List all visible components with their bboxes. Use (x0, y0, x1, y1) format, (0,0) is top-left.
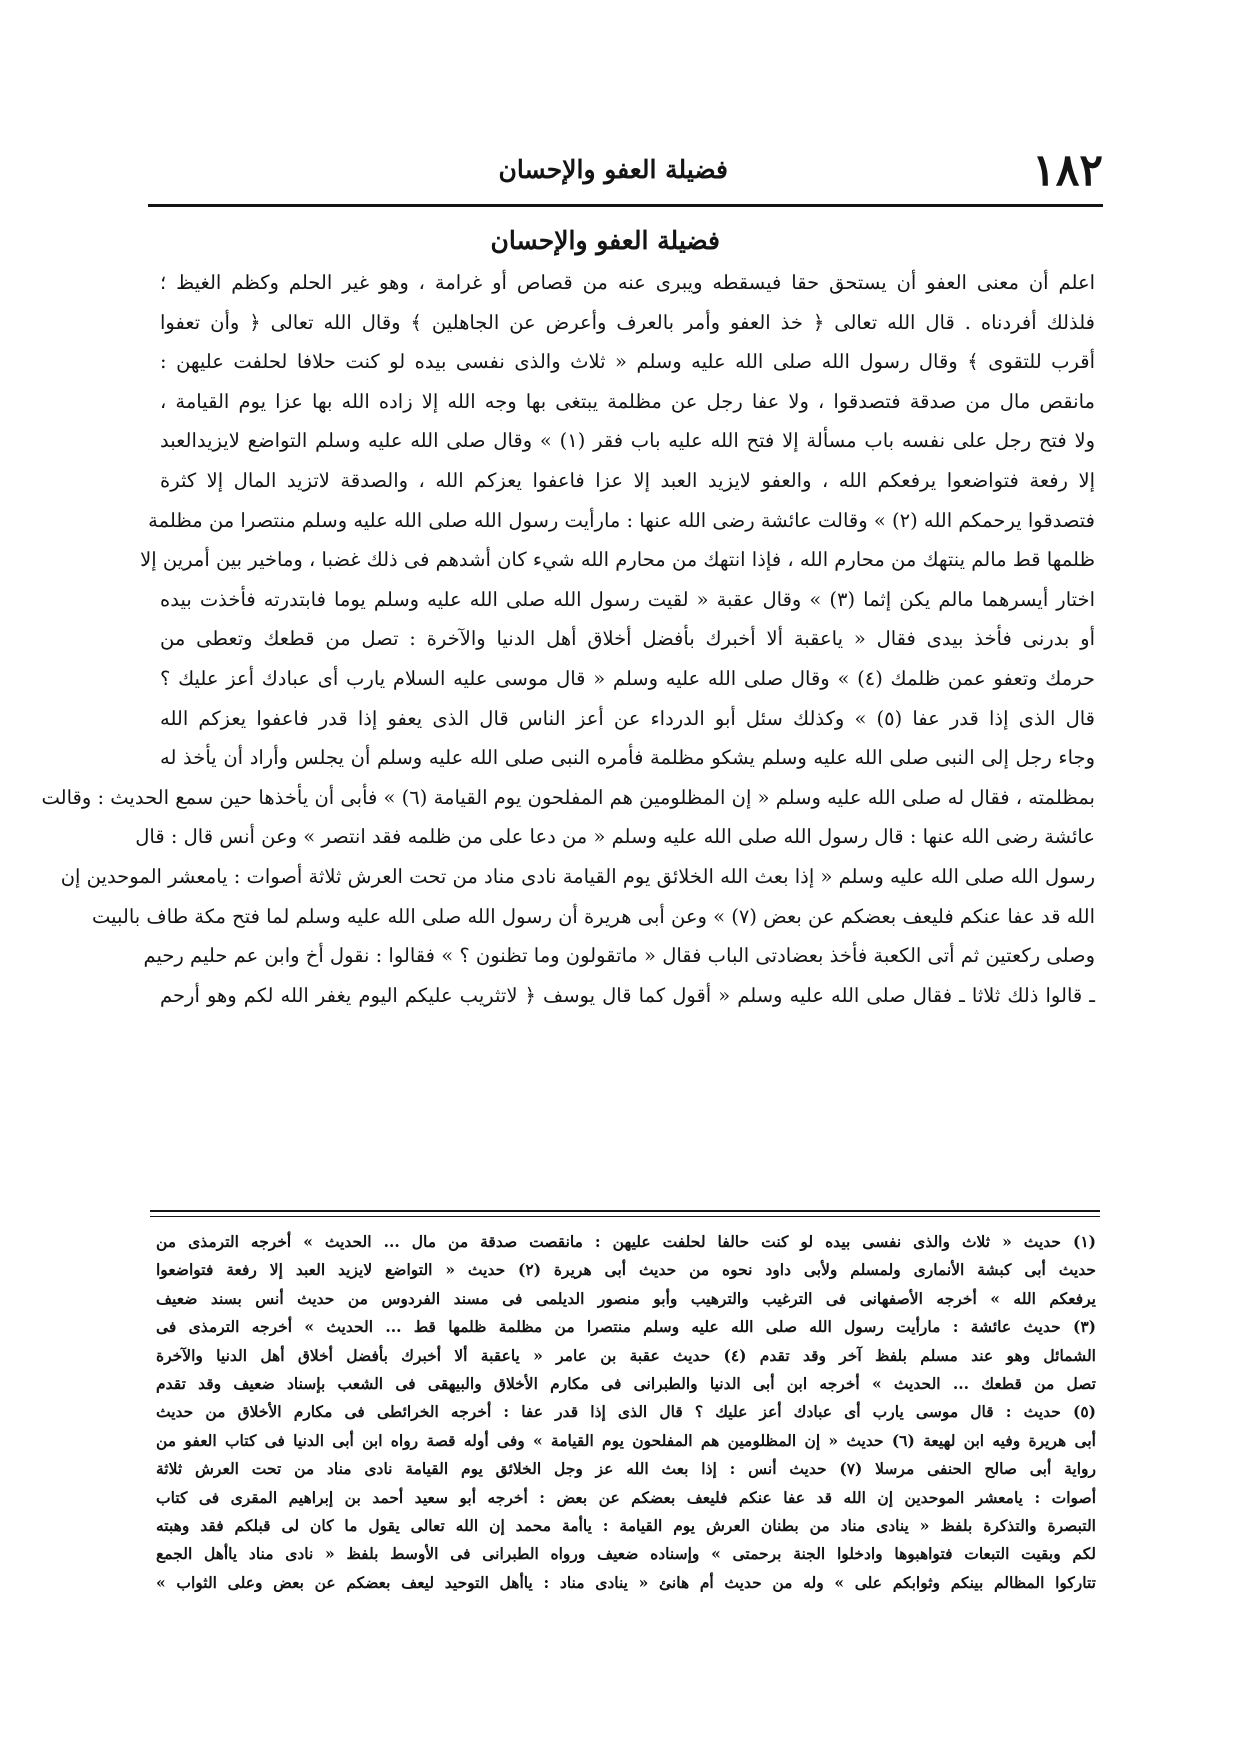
body-line: بمظلمته ، فقال له صلى الله عليه وسلم « إن المظلومين هم المفلحون يوم القيامة (٦) » فأبى أن يأخذها حين سمع الحديث : وقالت (41, 785, 1095, 809)
footnote-line: (١) حديث « ثلاث والذى نفسى بيده لو كنت حالفا لحلفت عليهن : مانقصت صدقة من مال ... الحديث » أخرجه الترمذى من (156, 1232, 1096, 1251)
body-line: ـ قالوا ذلك ثلاثا ـ فقال صلى الله عليه وسلم « أقول كما قال يوسف ﴿ لاتثريب عليكم اليوم يغفر الله لكم وهو أرحم (160, 983, 1095, 1007)
running-title: فضيلة العفو والإحسان (498, 155, 728, 184)
body-line: الله قد عفا عنكم فليعف بعضكم عن بعض (٧) » وعن أبى هريرة أن رسول الله صلى الله عليه وسلم لما فتح مكة طاف بالبيت (91, 904, 1095, 928)
body-line: أقرب للتقوى ﴾ وقال رسول الله صلى الله عليه وسلم « ثلاث والذى نفسى بيده لو كنت حلافا لحلفت عليهن : (160, 350, 1095, 374)
body-line: قال الذى إذا قدر عفا (٥) » وكذلك سئل أبو الدرداء عن أعز الناس قال الذى يعفو إذا قدر فاعفوا يعزكم الله (160, 706, 1095, 730)
footnote-line: أبى هريرة وفيه ابن لهيعة (٦) حديث « إن المظلومين هم المفلحون يوم القيامة » وفى أوله قصة رواه ابن أبى الدنيا فى كتاب العفو من (156, 1430, 1096, 1450)
body-line: ولا فتح رجل على نفسه باب مسألة إلا فتح الله عليه باب فقر (١) » وقال صلى الله عليه وسلم التواضع لايزيدالعبد (160, 429, 1095, 453)
body-line: عائشة رضى الله عنها : قال رسول الله صلى الله عليه وسلم « من دعا على من ظلمه فقد انتصر » وعن أنس قال : قال (135, 825, 1095, 849)
body-line: رسول الله صلى الله عليه وسلم « إذا بعث الله الخلائق يوم القيامة نادى مناد من تحت العرش ثلاثة أصوات : يامعشر الموحدين إن (60, 864, 1095, 888)
footnote-line: (٥) حديث : قال موسى يارب أى عبادك أعز عليك ؟ قال الذى إذا قدر عفا : أخرجه الخرائطى فى مكارم الأخلاق من حديث (156, 1402, 1096, 1422)
footnote-line: تتاركوا المظالم بينكم وثوابكم على » وله من حديث أم هانئ « ينادى مناد : ياأهل التوحيد ليعف بعضكم عن بعض وعلى الثواب » (156, 1572, 1096, 1592)
body-line: حرمك وتعفو عمن ظلمك (٤) » وقال صلى الله عليه وسلم « قال موسى عليه السلام يارب أى عبادك أعز عليك ؟ (160, 666, 1095, 690)
footnote-line: التبصرة والتذكرة بلفظ « ينادى مناد من بطنان العرش يوم القيامة : ياأمة محمد إن الله تعالى يقول ما كان لى قبلكم فقد وهبته (156, 1515, 1096, 1535)
body-line: أو بدرنى فأخذ بيدى فقال « ياعقبة ألا أخبرك بأفضل أخلاق أهل الدنيا والآخرة : تصل من قطعك وتعطى من (160, 627, 1095, 651)
footnote-line: يرفعكم الله » أخرجه الأصفهانى فى الترغيب والترهيب وأبو منصور الديلمى فى مسند الفردوس من حديث أنس بسند ضعيف (156, 1288, 1096, 1308)
body-line: ظلمها قط مالم ينتهك من محارم الله ، فإذا انتهك من محارم الله شيء كان أشدهم فى ذلك غضبا ، وماخير بين أمرين إلا (140, 548, 1095, 572)
body-line: وصلى ركعتين ثم أتى الكعبة فأخذ بعضادتى الباب فقال « ماتقولون وما تظنون ؟ » فقالوا : نقول أخ وابن عم حليم رحيم (143, 944, 1095, 968)
section-title: فضيلة العفو والإحسان (490, 226, 720, 255)
running-head (148, 142, 1103, 204)
body-line: مانقص مال من صدقة فتصدقوا ، ولا عفا رجل عن مظلمة يبتغى بها وجه الله إلا زاده الله بها عزا يوم القيامة ، (160, 389, 1095, 413)
body-line: اعلم أن معنى العفو أن يستحق حقا فيسقطه ويبرى عنه من قصاص أو غرامة ، وهو غير الحلم وكظم الغيظ ؛ (160, 271, 1095, 294)
body-line: إلا رفعة فتواضعوا يرفعكم الله ، والعفو لايزيد العبد إلا عزا فاعفوا يعزكم الله ، والصدقة لاتزيد المال إلا كثرة (160, 468, 1095, 492)
footnote-line: تصل من قطعك ... الحديث » أخرجه ابن أبى الدنيا والطبرانى فى مكارم الأخلاق والبيهقى فى الشعب بإسناد ضعيف وقد تقدم (156, 1373, 1096, 1393)
body-line: فتصدقوا يرحمكم الله (٢) » وقالت عائشة رضى الله عنها : مارأيت رسول الله صلى الله عليه وسلم منتصرا من مظلمة (148, 508, 1095, 532)
footnote-line: (٣) حديث عائشة : مارأيت رسول الله صلى الله عليه وسلم منتصرا من مظلمة ظلمها قط ... الحديث » أخرجه الترمذى فى (156, 1317, 1096, 1337)
footnote-line: أصوات : يامعشر الموحدين إن الله قد عفا عنكم فليعف بعضكم عن بعض : أخرجه أبو سعيد أحمد بن إبراهيم المقرى فى كتاب (156, 1487, 1096, 1507)
header-rule (148, 204, 1103, 207)
body-line: وجاء رجل إلى النبى صلى الله عليه وسلم يشكو مظلمة فأمره النبى صلى الله عليه وسلم أن يجلس وأراد أن يأخذ له (160, 746, 1095, 770)
footnotes (156, 1228, 1096, 1597)
body-text (41, 263, 1096, 1015)
footnote-line: لكم وبقيت التبعات فتواهبوها وادخلوا الجنة برحمتى » وإسناده ضعيف ورواه الطبرانى فى الأوسط بلفظ « نادى مناد ياأهل الجمع (156, 1544, 1096, 1564)
footnote-line: حديث أبى كبشة الأنمارى ولمسلم ولأبى داود نحوه من حديث أبى هريرة (٢) حديث « التواضع لايزيد العبد إلا رفعة فتواضعوا (156, 1260, 1096, 1280)
footnote-rule-thin (150, 1216, 1100, 1217)
footnote-line: رواية أبى صالح الحنفى مرسلا (٧) حديث أنس : إذا بعث الله عز وجل الخلائق يوم القيامة نادى مناد من تحت العرش ثلاثة (156, 1459, 1096, 1479)
footnote-line: الشمائل وهو عند مسلم بلفظ آخر وقد تقدم (٤) حديث عقبة بن عامر « ياعقبة ألا أخبرك بأفضل أخلاق أهل الدنيا والآخرة (156, 1345, 1096, 1365)
page-number: ١٨٢ (1032, 145, 1103, 196)
body-line: اختار أيسرهما مالم يكن إثما (٣) » وقال عقبة « لقيت رسول الله صلى الله عليه وسلم يوما فابتدرته فأخذت بيده (160, 587, 1096, 611)
footnote-rule (150, 1210, 1100, 1212)
body-line: فلذلك أفردناه . قال الله تعالى ﴿ خذ العفو وأمر بالعرف وأعرض عن الجاهلين ﴾ وقال الله تعالى ﴿ وأن تعفوا (160, 310, 1095, 334)
